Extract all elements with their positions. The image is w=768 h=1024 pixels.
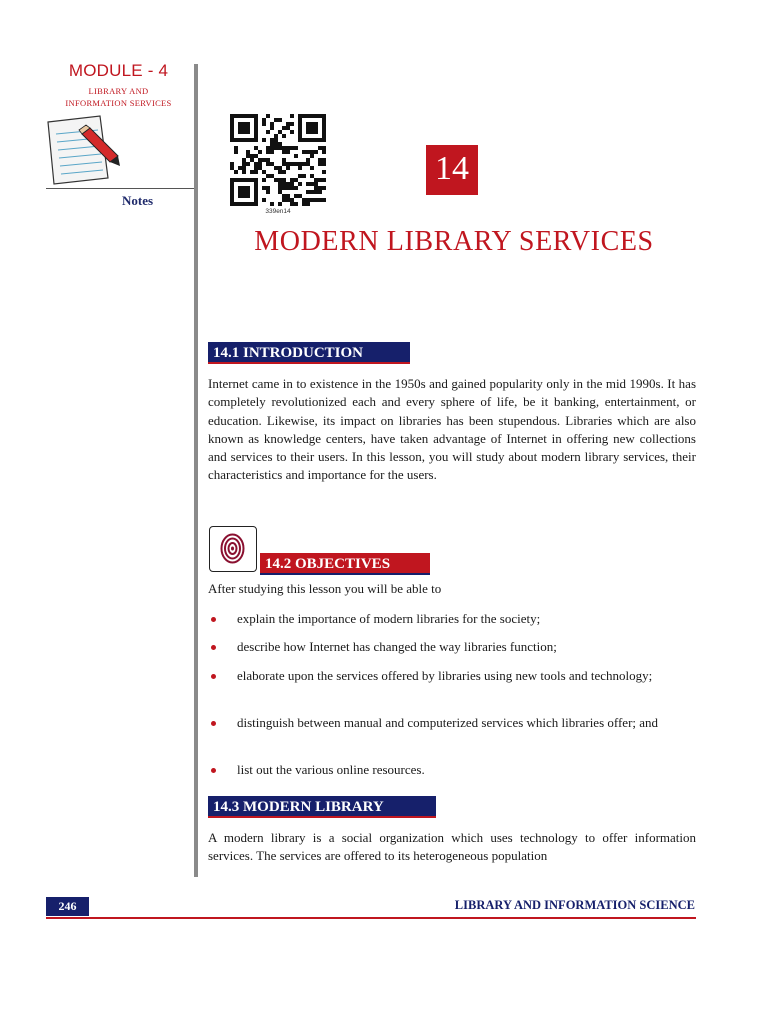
- qr-caption: 339en14: [265, 208, 291, 215]
- objective-item: describe how Internet has changed the way libraries function;: [237, 639, 557, 654]
- qr-code-icon: [230, 114, 326, 211]
- bullet-icon: [211, 617, 216, 622]
- target-icon: [209, 526, 257, 572]
- objective-item: explain the importance of modern libraries for the society;: [237, 611, 541, 626]
- module-subtitle-line1: LIBRARY AND: [88, 86, 149, 96]
- notes-label: Notes: [122, 193, 154, 208]
- objectives-lead: After studying this lesson you will be able to: [208, 581, 442, 596]
- bullet-icon: [211, 768, 216, 773]
- bullet-icon: [211, 674, 216, 679]
- objective-item: distinguish between manual and computerized services which libraries offer; and: [237, 715, 659, 730]
- chapter-title: MODERN LIBRARY SERVICES: [254, 226, 654, 257]
- section-heading-modern-library: 14.3 MODERN LIBRARY: [208, 796, 436, 818]
- modern-library-paragraph: A modern library is a social organization which uses technology to offer information services. The services are offered to its heterogeneous population: [208, 830, 696, 864]
- objective-item: list out the various online resources.: [237, 762, 425, 777]
- module-title: MODULE - 4: [68, 61, 169, 80]
- notepad-pen-icon: [42, 112, 126, 193]
- objective-item: elaborate upon the services offered by libraries using new tools and technology;: [237, 668, 653, 683]
- footer-title: LIBRARY AND INFORMATION SCIENCE: [454, 898, 695, 912]
- section-heading-introduction: 14.1 INTRODUCTION: [208, 342, 410, 364]
- chapter-number: 14: [426, 145, 478, 195]
- notes-divider: [46, 188, 194, 189]
- footer-rule: [46, 917, 696, 919]
- introduction-paragraph: Internet came in to existence in the 1950s and gained popularity only in the mid 1990s. It has completely revolutionized each and every sphere of life, be it banking, entertainment, or education. Likewise, its impact on libraries has been stupendous. Libraries which are also known as knowledge centers, have taken advantage of Internet in offering new collections and services to their users. In this lesson, you will study about modern library services, their characteristics and importance for the users.: [208, 376, 696, 483]
- page-number: 246: [46, 897, 89, 916]
- bullet-icon: [211, 645, 216, 650]
- bullet-icon: [211, 721, 216, 726]
- module-subtitle-line2: INFORMATION SERVICES: [65, 98, 172, 108]
- section-heading-objectives: 14.2 OBJECTIVES: [260, 553, 430, 575]
- margin-vertical-bar: [194, 64, 198, 877]
